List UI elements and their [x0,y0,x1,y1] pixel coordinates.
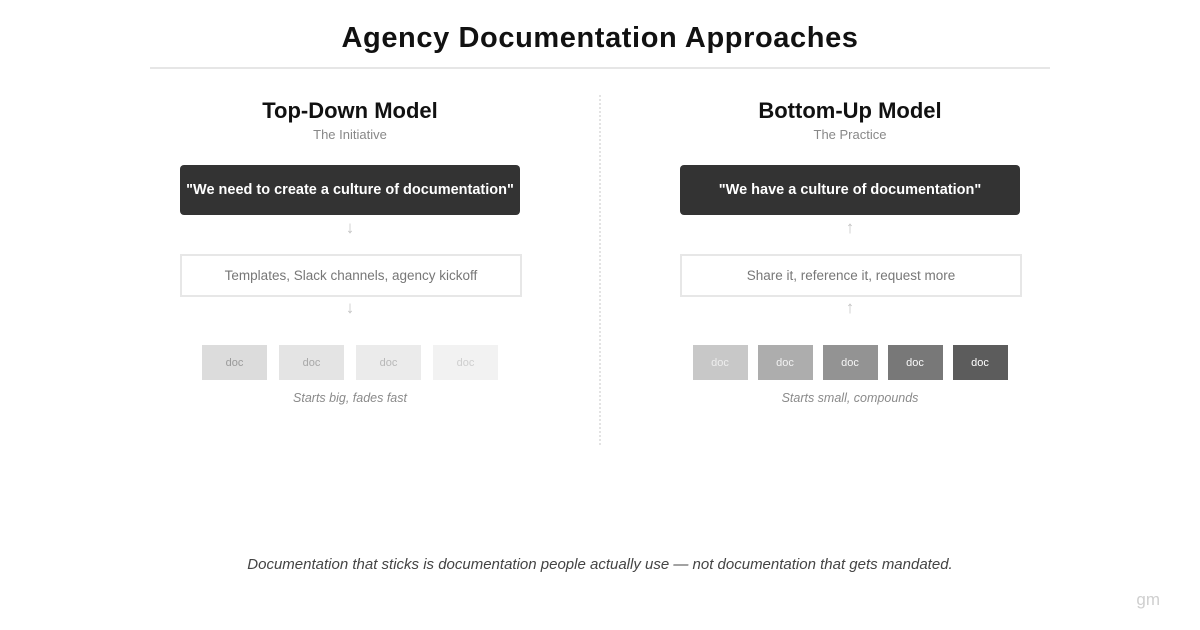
doc-block: doc [823,345,878,380]
top-down-subtitle: The Initiative [313,127,387,142]
doc-block: doc [888,345,943,380]
title-divider [150,67,1050,69]
watermark: gm [1136,590,1160,609]
bottom-up-title: Bottom-Up Model [758,98,942,123]
bottom-up-quote: "We have a culture of documentation" [680,165,1020,215]
footer-note: Documentation that sticks is documentation people actually use — not documentation that gets mandated. [247,556,953,573]
top-down-quote: "We need to create a culture of documentation" [180,165,520,215]
column-divider [599,95,601,445]
top-down-title: Top-Down Model [262,98,438,123]
arrow-down-icon: ↓ [345,298,355,317]
doc-block: doc [356,345,421,380]
bottom-up-docs [680,345,1020,380]
doc-block: doc [279,345,344,380]
doc-block: doc [953,345,1008,380]
doc-block: doc [693,345,748,380]
top-down-tactics: Templates, Slack channels, agency kickoff [180,254,522,297]
arrow-up-icon: ↑ [845,298,855,317]
bottom-up-subtitle: The Practice [813,127,887,142]
doc-block: doc [433,345,498,380]
arrow-down-icon: ↓ [345,218,355,237]
arrow-up-icon: ↑ [845,218,855,237]
bottom-up-practices: Share it, reference it, request more [680,254,1022,297]
page-title: Agency Documentation Approaches [341,22,859,54]
top-down-caption: Starts big, fades fast [293,391,407,405]
bottom-up-caption: Starts small, compounds [781,391,919,405]
doc-block: doc [758,345,813,380]
doc-block: doc [202,345,267,380]
top-down-docs [180,345,520,380]
